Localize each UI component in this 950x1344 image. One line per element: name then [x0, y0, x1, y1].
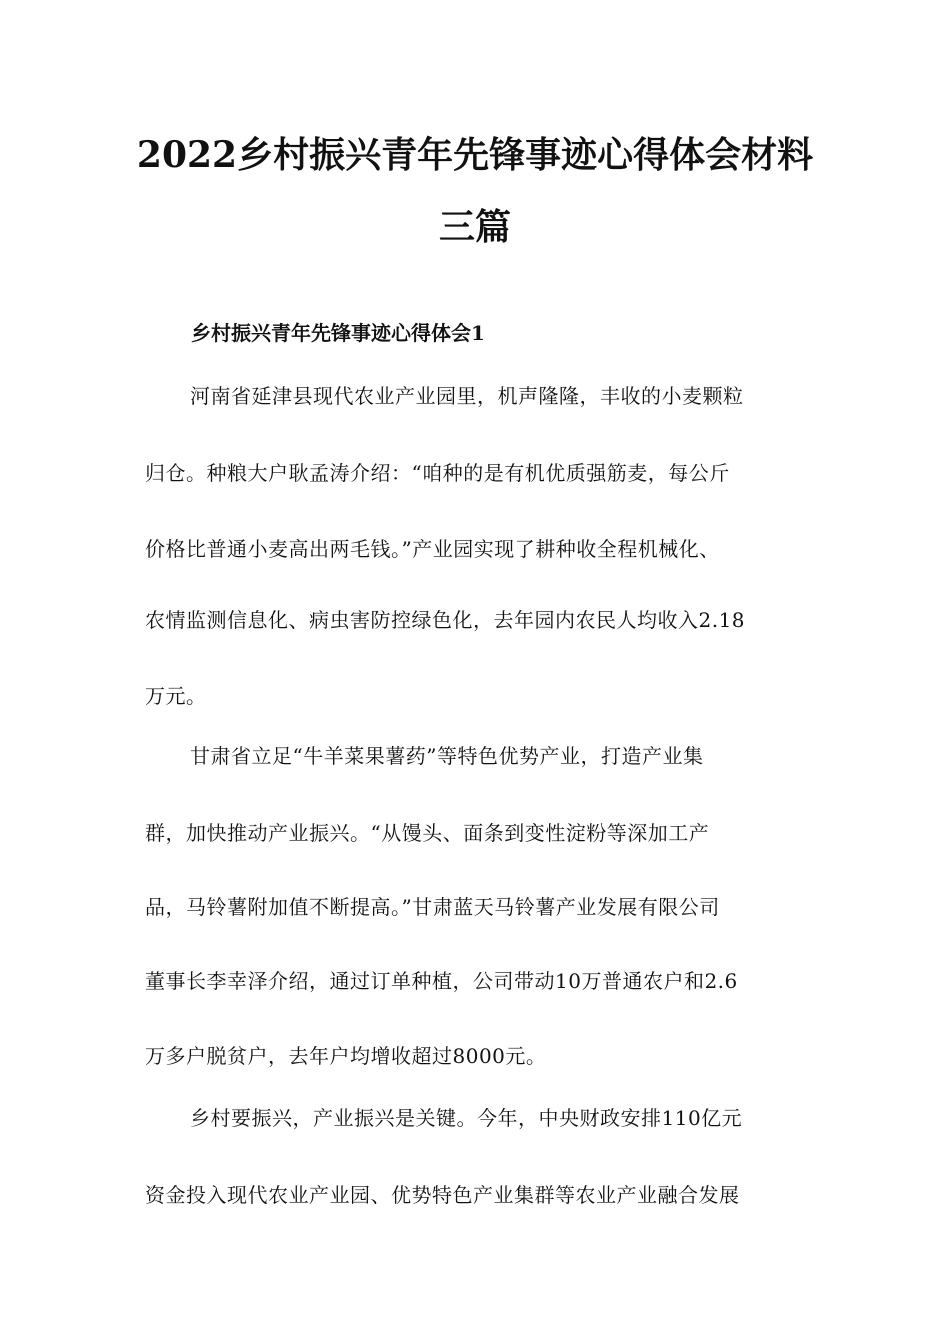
- paragraph-1-line-5: 万元。: [145, 684, 207, 708]
- document-title-line-2: 三篇: [438, 206, 511, 248]
- paragraph-2-line-5: 万多户脱贫户，去年户均增收超过8000元。: [145, 1044, 547, 1068]
- paragraph-3-line-1: 乡村要振兴，产业振兴是关键。今年，中央财政安排110亿元: [190, 1106, 743, 1130]
- paragraph-2-line-1: 甘肃省立足“牛羊菜果薯药”等特色优势产业，打造产业集: [190, 744, 704, 768]
- paragraph-1-line-1: 河南省延津县现代农业产业园里，机声隆隆，丰收的小麦颗粒: [190, 384, 744, 408]
- paragraph-2-line-2: 群，加快推动产业振兴。“从馒头、面条到变性淀粉等深加工产: [145, 821, 710, 845]
- paragraph-1-line-3: 价格比普通小麦高出两毛钱。”产业园实现了耕种收全程机械化、: [145, 537, 720, 561]
- section-heading: 乡村振兴青年先锋事迹心得体会1: [191, 321, 485, 345]
- paragraph-1-line-4: 农情监测信息化、病虫害防控绿色化，去年园内农民人均收入2.18: [145, 608, 746, 632]
- paragraph-2-line-3: 品，马铃薯附加值不断提高。”甘肃蓝天马铃薯产业发展有限公司: [145, 895, 720, 919]
- document-title-line-1: 2022乡村振兴青年先锋事迹心得体会材料: [136, 134, 814, 176]
- paragraph-2-line-4: 董事长李幸泽介绍，通过订单种植，公司带动10万普通农户和2.6: [145, 969, 738, 993]
- paragraph-3-line-2: 资金投入现代农业产业园、优势特色产业集群等农业产业融合发展: [145, 1183, 740, 1207]
- paragraph-1-line-2: 归仓。种粮大户耿孟涛介绍：“咱种的是有机优质强筋麦，每公斤: [145, 461, 730, 485]
